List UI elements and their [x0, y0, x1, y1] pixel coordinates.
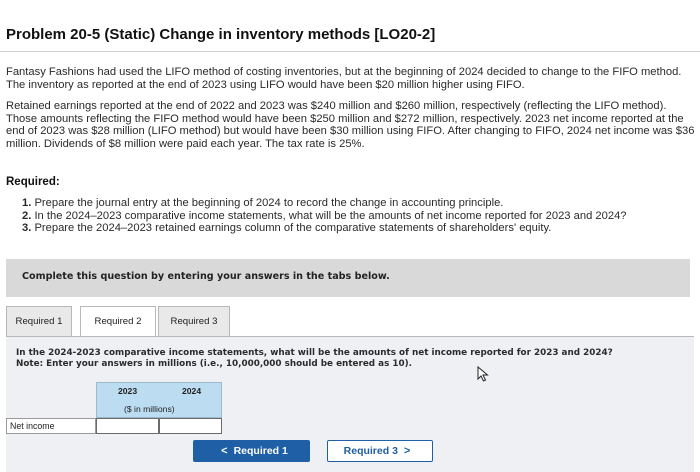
panel-note-line: Note: Enter your answers in millions (i.e., 10,000,000 should be entered as 10). — [16, 359, 412, 369]
column-unit-label: ($ in millions) — [124, 404, 175, 414]
next-required-button[interactable] — [327, 440, 433, 462]
previous-required-button[interactable] — [193, 440, 310, 462]
net-income-2023-input[interactable] — [96, 418, 159, 434]
required-item — [22, 222, 627, 235]
net-income-2024-input[interactable] — [159, 418, 222, 434]
page-title: Problem 20-5 (Static) Change in inventory methods [LO20-2] — [6, 26, 436, 43]
previous-button-label: Required 1 — [233, 445, 288, 457]
required-item-number: 1. — [22, 197, 32, 209]
panel-question — [16, 348, 613, 370]
net-income-table — [6, 382, 202, 434]
tab-required-3[interactable]: Required 3 — [158, 306, 230, 337]
chevron-left-icon: < — [221, 445, 228, 457]
instruction-text: Complete this question by entering your answers in the tabs below. — [22, 271, 390, 282]
column-header-2024: 2024 — [182, 386, 202, 396]
mouse-pointer-icon — [477, 366, 491, 382]
required-list — [22, 197, 627, 235]
required-item-number: 2. — [22, 209, 32, 222]
tab-required-1[interactable]: Required 1 — [6, 306, 72, 337]
problem-paragraph-2: Retained earnings reported at the end of 2022 and 2023 was $240 million and $260 million, respectively (reflecting the LIFO method). Those amounts reflecting the FIFO method would have been $250 million and $272 million, respectively. 2023 net income reported at the end of 2023 was $28 million (LIFO method) but would have been $30 million using FIFO. After changing to FIFO, 2024 net income was $36 million. Dividends of $8 million were paid each year. The tax rate is 25%. — [6, 100, 695, 150]
chevron-right-icon: > — [403, 445, 411, 457]
required-item — [22, 210, 627, 223]
required-item-text: Prepare the 2024–2023 retained earnings column of the comparative statements of shareholders' equity. — [34, 222, 552, 234]
required-item-text: Prepare the journal entry at the beginning of 2024 to record the change in accounting principle. — [34, 197, 504, 209]
row-label-net-income: Net income — [6, 418, 96, 434]
title-bar — [0, 0, 700, 52]
column-header-2023: 2023 — [118, 386, 138, 396]
required-item — [22, 197, 627, 210]
tab-required-2[interactable]: Required 2 — [80, 306, 156, 337]
required-heading: Required: — [6, 176, 60, 188]
next-button-label: Required 3 — [343, 445, 398, 457]
problem-paragraph-1: Fantasy Fashions had used the LIFO method of costing inventories, but at the beginning of 2024 decided to change to the FIFO method. The inventory as reported at the end of 2023 using LIFO would have been $20 million higher using FIFO. — [6, 66, 682, 91]
required-item-number: 3. — [22, 222, 32, 234]
panel-question-line: In the 2024-2023 comparative income statements, what will be the amounts of net income reported for 2023 and 2024? — [16, 348, 613, 358]
instruction-box — [6, 259, 690, 297]
required-item-text: In the 2024–2023 comparative income statements, what will be the amounts of net income reported for 2023 and 2024? — [34, 209, 627, 222]
